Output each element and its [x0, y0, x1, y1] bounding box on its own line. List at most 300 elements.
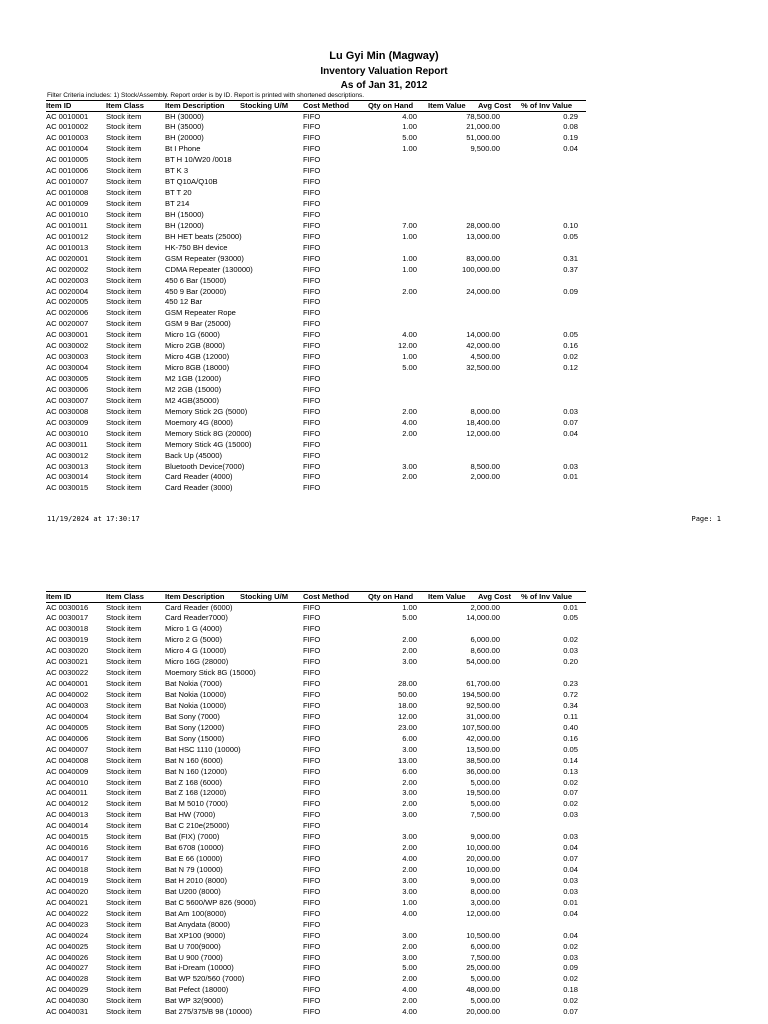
item-value-cell: 6,000.00 — [470, 941, 500, 951]
table-row — [46, 407, 586, 418]
item-id-cell: AC 0010006 — [46, 166, 89, 176]
cost-method-cell: FIFO — [303, 231, 321, 241]
item-class-cell: Stock item — [106, 286, 142, 296]
item-class-cell: Stock item — [106, 755, 142, 765]
item-id-cell: AC 0040006 — [46, 733, 89, 743]
pct-inv-value-cell: 0.02 — [563, 974, 578, 984]
header-item-value: Item Value — [428, 592, 466, 601]
header-item-value: Item Value — [428, 101, 466, 110]
item-id-cell: AC 0040009 — [46, 766, 89, 776]
table-row — [46, 974, 586, 985]
cost-method-cell: FIFO — [303, 602, 321, 612]
item-id-cell: AC 0040024 — [46, 930, 89, 940]
pct-inv-value-cell: 0.01 — [563, 602, 578, 612]
item-id-cell: AC 0030016 — [46, 602, 89, 612]
item-value-cell: 12,000.00 — [466, 908, 500, 918]
item-id-cell: AC 0040030 — [46, 996, 89, 1006]
item-id-cell: AC 0030003 — [46, 352, 89, 362]
qty-on-hand-cell: 2.00 — [402, 406, 417, 416]
qty-on-hand-cell: 3.00 — [402, 788, 417, 798]
pct-inv-value-cell: 0.02 — [563, 352, 578, 362]
item-id-cell: AC 0030014 — [46, 472, 89, 482]
cost-method-cell: FIFO — [303, 722, 321, 732]
cost-method-cell: FIFO — [303, 810, 321, 820]
item-class-cell: Stock item — [106, 450, 142, 460]
pct-inv-value-cell: 0.18 — [563, 985, 578, 995]
cost-method-cell: FIFO — [303, 111, 321, 121]
item-class-cell: Stock item — [106, 788, 142, 798]
item-description-cell: Bat C 5600/WP 826 (9000) — [165, 897, 257, 907]
item-description-cell: Bat E 66 (10000) — [165, 854, 223, 864]
item-id-cell: AC 0010011 — [46, 220, 88, 230]
table-row — [46, 712, 586, 723]
item-class-cell: Stock item — [106, 875, 142, 885]
item-value-cell: 8,500.00 — [470, 461, 500, 471]
table-row — [46, 308, 586, 319]
cost-method-cell: FIFO — [303, 908, 321, 918]
item-id-cell: AC 0030001 — [46, 330, 89, 340]
table-row — [46, 810, 586, 821]
pct-inv-value-cell: 0.08 — [563, 122, 578, 132]
qty-on-hand-cell: 2.00 — [402, 428, 417, 438]
item-description-cell: Memory Stick 4G (15000) — [165, 439, 252, 449]
item-value-cell: 78,500.00 — [466, 111, 500, 121]
header-stocking-um: Stocking U/M — [240, 592, 289, 601]
table-row — [46, 668, 586, 679]
table-row — [46, 352, 586, 363]
item-value-cell: 7,500.00 — [470, 952, 500, 962]
cost-method-cell: FIFO — [303, 974, 321, 984]
item-class-cell: Stock item — [106, 341, 142, 351]
item-class-cell: Stock item — [106, 439, 142, 449]
item-class-cell: Stock item — [106, 177, 142, 187]
table-row — [46, 931, 586, 942]
table-row — [46, 265, 586, 276]
item-class-cell: Stock item — [106, 865, 142, 874]
item-class-cell: Stock item — [106, 111, 142, 121]
item-value-cell: 28,000.00 — [466, 220, 500, 230]
table-row — [46, 635, 586, 646]
pct-inv-value-cell: 0.12 — [563, 363, 578, 373]
cost-method-cell: FIFO — [303, 188, 321, 198]
table-row — [46, 657, 586, 668]
item-id-cell: AC 0010009 — [46, 199, 89, 208]
item-value-cell: 8,000.00 — [470, 406, 500, 416]
item-class-cell: Stock item — [106, 657, 142, 667]
qty-on-hand-cell: 50.00 — [397, 690, 417, 699]
pct-inv-value-cell: 0.20 — [563, 657, 578, 667]
item-description-cell: Back Up (45000) — [165, 450, 222, 460]
qty-on-hand-cell: 23.00 — [397, 722, 417, 732]
table-row — [46, 690, 586, 701]
table-row — [46, 319, 586, 330]
pct-inv-value-cell: 0.04 — [563, 144, 578, 154]
pct-inv-value-cell: 0.04 — [563, 930, 578, 940]
item-description-cell: Bat HW (7000) — [165, 810, 216, 820]
item-description-cell: Card Reader (3000) — [165, 483, 233, 493]
cost-method-cell: FIFO — [303, 799, 321, 809]
item-id-cell: AC 0040025 — [46, 941, 89, 951]
item-class-cell: Stock item — [106, 1007, 142, 1017]
table-row — [46, 832, 586, 843]
header-qty-on-hand: Qty on Hand — [368, 592, 414, 601]
item-class-cell: Stock item — [106, 352, 142, 362]
qty-on-hand-cell: 1.00 — [402, 122, 417, 132]
item-id-cell: AC 0010012 — [46, 231, 89, 241]
pct-inv-value-cell: 0.40 — [563, 722, 578, 732]
pct-inv-value-cell: 0.37 — [563, 264, 578, 274]
item-value-cell: 54,000.00 — [466, 657, 500, 667]
item-description-cell: Bat HSC 1110 (10000) — [165, 744, 241, 754]
header-item-description: Item Description — [165, 592, 225, 601]
qty-on-hand-cell: 4.00 — [402, 985, 417, 995]
item-value-cell: 32,500.00 — [466, 363, 500, 373]
cost-method-cell: FIFO — [303, 199, 321, 208]
table-body — [46, 603, 586, 1019]
cost-method-cell: FIFO — [303, 341, 321, 351]
item-class-cell: Stock item — [106, 766, 142, 776]
cost-method-cell: FIFO — [303, 624, 321, 634]
qty-on-hand-cell: 13.00 — [397, 755, 417, 765]
item-description-cell: BH (12000) — [165, 220, 204, 230]
item-description-cell: Bat Z 168 (12000) — [165, 788, 227, 798]
item-description-cell: Bat N 160 (6000) — [165, 755, 223, 765]
qty-on-hand-cell: 6.00 — [402, 766, 417, 776]
pct-inv-value-cell: 0.03 — [563, 646, 578, 656]
cost-method-cell: FIFO — [303, 996, 321, 1006]
pct-inv-value-cell: 0.72 — [563, 690, 578, 699]
item-id-cell: AC 0040027 — [46, 963, 89, 973]
item-id-cell: AC 0040007 — [46, 744, 89, 754]
pct-inv-value-cell: 0.16 — [563, 341, 578, 351]
table-row — [46, 177, 586, 188]
item-id-cell: AC 0040017 — [46, 854, 89, 864]
cost-method-cell: FIFO — [303, 275, 321, 285]
qty-on-hand-cell: 2.00 — [402, 865, 417, 874]
item-description-cell: Bat WP 32(9000) — [165, 996, 224, 1006]
item-description-cell: Bat Sony (7000) — [165, 711, 220, 721]
qty-on-hand-cell: 1.00 — [402, 264, 417, 274]
item-description-cell: Micro 4 G (10000) — [165, 646, 227, 656]
table-row — [46, 624, 586, 635]
table-row — [46, 144, 586, 155]
item-id-cell: AC 0020001 — [46, 253, 89, 263]
table-row — [46, 613, 586, 624]
item-description-cell: Bat XP100 (9000) — [165, 930, 226, 940]
table-row — [46, 363, 586, 374]
cost-method-cell: FIFO — [303, 352, 321, 362]
item-value-cell: 12,000.00 — [466, 428, 500, 438]
item-description-cell: Bat Sony (12000) — [165, 722, 225, 732]
item-description-cell: BT T 20 — [165, 188, 192, 198]
qty-on-hand-cell: 12.00 — [397, 341, 417, 351]
item-description-cell: GSM Repeater (93000) — [165, 253, 244, 263]
item-value-cell: 24,000.00 — [466, 286, 500, 296]
item-description-cell: Bat Sony (15000) — [165, 733, 225, 743]
table-row — [46, 942, 586, 953]
table-row — [46, 396, 586, 407]
item-class-cell: Stock item — [106, 963, 142, 973]
item-class-cell: Stock item — [106, 624, 142, 634]
item-id-cell: AC 0030012 — [46, 450, 89, 460]
item-id-cell: AC 0030006 — [46, 384, 89, 394]
cost-method-cell: FIFO — [303, 843, 321, 853]
inventory-table-page-2 — [46, 591, 586, 1018]
item-description-cell: Bat N 79 (10000) — [165, 865, 223, 874]
item-id-cell: AC 0010002 — [46, 122, 89, 132]
company-name: Lu Gyi Min (Magway) — [329, 50, 439, 62]
item-class-cell: Stock item — [106, 996, 142, 1006]
qty-on-hand-cell: 3.00 — [402, 930, 417, 940]
pct-inv-value-cell: 0.13 — [563, 766, 578, 776]
pct-inv-value-cell: 0.19 — [563, 133, 578, 143]
item-id-cell: AC 0030004 — [46, 363, 89, 373]
item-class-cell: Stock item — [106, 810, 142, 820]
cost-method-cell: FIFO — [303, 406, 321, 416]
qty-on-hand-cell: 2.00 — [402, 941, 417, 951]
item-value-cell: 9,000.00 — [470, 875, 500, 885]
header-item-class: Item Class — [106, 101, 144, 110]
table-row — [46, 963, 586, 974]
cost-method-cell: FIFO — [303, 930, 321, 940]
item-class-cell: Stock item — [106, 406, 142, 416]
item-class-cell: Stock item — [106, 854, 142, 864]
qty-on-hand-cell: 4.00 — [402, 1007, 417, 1017]
item-value-cell: 19,500.00 — [466, 788, 500, 798]
item-value-cell: 31,000.00 — [466, 711, 500, 721]
item-class-cell: Stock item — [106, 122, 142, 132]
pct-inv-value-cell: 0.23 — [563, 679, 578, 689]
qty-on-hand-cell: 3.00 — [402, 832, 417, 842]
table-row — [46, 287, 586, 298]
cost-method-cell: FIFO — [303, 144, 321, 154]
table-row — [46, 723, 586, 734]
item-description-cell: Bat Nokia (7000) — [165, 679, 222, 689]
item-value-cell: 42,000.00 — [466, 733, 500, 743]
item-value-cell: 21,000.00 — [466, 122, 500, 132]
pct-inv-value-cell: 0.04 — [563, 428, 578, 438]
header-pct-inv-value: % of Inv Value — [521, 592, 573, 601]
pct-inv-value-cell: 0.05 — [563, 613, 578, 623]
item-class-cell: Stock item — [106, 384, 142, 394]
qty-on-hand-cell: 4.00 — [402, 417, 417, 427]
item-id-cell: AC 0040026 — [46, 952, 89, 962]
item-description-cell: BH HET beats (25000) — [165, 231, 242, 241]
item-value-cell: 7,500.00 — [470, 810, 500, 820]
item-value-cell: 20,000.00 — [466, 1007, 500, 1017]
cost-method-cell: FIFO — [303, 897, 321, 907]
qty-on-hand-cell: 4.00 — [402, 111, 417, 121]
qty-on-hand-cell: 3.00 — [402, 875, 417, 885]
item-class-cell: Stock item — [106, 319, 142, 329]
item-value-cell: 14,000.00 — [466, 330, 500, 340]
item-description-cell: Bat 6708 (10000) — [165, 843, 224, 853]
item-description-cell: GSM Repeater Rope — [165, 308, 236, 318]
item-description-cell: Bat Pefect (18000) — [165, 985, 229, 995]
qty-on-hand-cell: 1.00 — [402, 602, 417, 612]
item-class-cell: Stock item — [106, 188, 142, 198]
table-row — [46, 679, 586, 690]
item-id-cell: AC 0040031 — [46, 1007, 89, 1017]
table-row — [46, 756, 586, 767]
item-class-cell: Stock item — [106, 700, 142, 710]
table-row — [46, 865, 586, 876]
table-row — [46, 767, 586, 778]
table-row — [46, 603, 586, 614]
item-class-cell: Stock item — [106, 646, 142, 656]
item-value-cell: 5,000.00 — [470, 974, 500, 984]
item-class-cell: Stock item — [106, 264, 142, 274]
cost-method-cell: FIFO — [303, 177, 321, 187]
table-row — [46, 221, 586, 232]
table-row — [46, 996, 586, 1007]
qty-on-hand-cell: 3.00 — [402, 744, 417, 754]
item-class-cell: Stock item — [106, 711, 142, 721]
cost-method-cell: FIFO — [303, 374, 321, 383]
cost-method-cell: FIFO — [303, 395, 321, 405]
item-id-cell: AC 0040022 — [46, 908, 89, 918]
item-class-cell: Stock item — [106, 395, 142, 405]
pct-inv-value-cell: 0.16 — [563, 733, 578, 743]
table-row — [46, 909, 586, 920]
item-class-cell: Stock item — [106, 930, 142, 940]
table-row — [46, 451, 586, 462]
item-description-cell: BT Q10A/Q10B — [165, 177, 218, 187]
item-value-cell: 20,000.00 — [466, 854, 500, 864]
table-row — [46, 276, 586, 287]
pct-inv-value-cell: 0.34 — [563, 700, 578, 710]
item-description-cell: Bat Am 100(8000) — [165, 908, 227, 918]
item-class-cell: Stock item — [106, 275, 142, 285]
item-class-cell: Stock item — [106, 428, 142, 438]
item-value-cell: 9,000.00 — [470, 832, 500, 842]
table-row — [46, 341, 586, 352]
item-id-cell: AC 0040002 — [46, 690, 89, 699]
item-class-cell: Stock item — [106, 679, 142, 689]
cost-method-cell: FIFO — [303, 952, 321, 962]
qty-on-hand-cell: 1.00 — [402, 144, 417, 154]
qty-on-hand-cell: 3.00 — [402, 657, 417, 667]
cost-method-cell: FIFO — [303, 297, 321, 307]
pct-inv-value-cell: 0.09 — [563, 963, 578, 973]
table-row — [46, 788, 586, 799]
cost-method-cell: FIFO — [303, 821, 321, 831]
item-description-cell: Bat U200 (8000) — [165, 886, 221, 896]
pct-inv-value-cell: 0.02 — [563, 941, 578, 951]
cost-method-cell: FIFO — [303, 613, 321, 623]
header-cost-method: Cost Method — [303, 101, 349, 110]
table-row — [46, 876, 586, 887]
qty-on-hand-cell: 1.00 — [402, 253, 417, 263]
cost-method-cell: FIFO — [303, 308, 321, 318]
item-value-cell: 5,000.00 — [470, 799, 500, 809]
item-id-cell: AC 0040019 — [46, 875, 89, 885]
item-value-cell: 3,000.00 — [470, 897, 500, 907]
table-row — [46, 166, 586, 177]
header-pct-inv-value: % of Inv Value — [521, 101, 573, 110]
item-description-cell: M2 4GB(35000) — [165, 395, 220, 405]
table-row — [46, 483, 586, 494]
item-description-cell: Bat (FIX) (7000) — [165, 832, 220, 842]
item-value-cell: 13,500.00 — [466, 744, 500, 754]
cost-method-cell: FIFO — [303, 657, 321, 667]
cost-method-cell: FIFO — [303, 875, 321, 885]
print-timestamp: 11/19/2024 at 17:30:17 — [47, 515, 140, 523]
item-description-cell: Bat WP 520/560 (7000) — [165, 974, 245, 984]
item-value-cell: 36,000.00 — [466, 766, 500, 776]
item-id-cell: AC 0040008 — [46, 755, 89, 765]
table-row — [46, 418, 586, 429]
qty-on-hand-cell: 2.00 — [402, 635, 417, 645]
qty-on-hand-cell: 5.00 — [402, 963, 417, 973]
cost-method-cell: FIFO — [303, 319, 321, 329]
pct-inv-value-cell: 0.03 — [563, 832, 578, 842]
table-row — [46, 734, 586, 745]
report-title: Inventory Valuation Report — [320, 66, 448, 77]
header-stocking-um: Stocking U/M — [240, 101, 289, 110]
item-id-cell: AC 0020005 — [46, 297, 89, 307]
item-class-cell: Stock item — [106, 602, 142, 612]
cost-method-cell: FIFO — [303, 439, 321, 449]
item-id-cell: AC 0030019 — [46, 635, 89, 645]
item-id-cell: AC 0030022 — [46, 668, 89, 678]
item-id-cell: AC 0010003 — [46, 133, 89, 143]
item-id-cell: AC 0040020 — [46, 886, 89, 896]
item-class-cell: Stock item — [106, 908, 142, 918]
qty-on-hand-cell: 28.00 — [397, 679, 417, 689]
item-value-cell: 38,500.00 — [466, 755, 500, 765]
item-class-cell: Stock item — [106, 744, 142, 754]
item-description-cell: BT K 3 — [165, 166, 189, 176]
pct-inv-value-cell: 0.03 — [563, 810, 578, 820]
cost-method-cell: FIFO — [303, 133, 321, 143]
item-description-cell: Bat Anydata (8000) — [165, 919, 231, 929]
cost-method-cell: FIFO — [303, 166, 321, 176]
item-description-cell: HK-750 BH device — [165, 242, 228, 252]
item-value-cell: 6,000.00 — [470, 635, 500, 645]
item-description-cell: Bat U 700(9000) — [165, 941, 221, 951]
pct-inv-value-cell: 0.03 — [563, 952, 578, 962]
item-class-cell: Stock item — [106, 843, 142, 853]
item-class-cell: Stock item — [106, 231, 142, 241]
item-id-cell: AC 0030020 — [46, 646, 89, 656]
pct-inv-value-cell: 0.07 — [563, 854, 578, 864]
item-value-cell: 2,000.00 — [470, 602, 500, 612]
qty-on-hand-cell: 18.00 — [397, 700, 417, 710]
cost-method-cell: FIFO — [303, 286, 321, 296]
item-id-cell: AC 0040005 — [46, 722, 89, 732]
header-avg-cost: Avg Cost — [478, 592, 512, 601]
table-row — [46, 701, 586, 712]
header-item-id: Item ID — [46, 101, 72, 110]
item-description-cell: Moemory Stick 8G (15000) — [165, 668, 256, 678]
cost-method-cell: FIFO — [303, 668, 321, 678]
item-class-cell: Stock item — [106, 635, 142, 645]
table-body — [46, 112, 586, 495]
pct-inv-value-cell: 0.01 — [563, 897, 578, 907]
item-class-cell: Stock item — [106, 483, 142, 493]
qty-on-hand-cell: 7.00 — [402, 220, 417, 230]
pct-inv-value-cell: 0.04 — [563, 843, 578, 853]
cost-method-cell: FIFO — [303, 886, 321, 896]
qty-on-hand-cell: 4.00 — [402, 854, 417, 864]
item-id-cell: AC 0010001 — [46, 111, 89, 121]
item-id-cell: AC 0030008 — [46, 406, 89, 416]
cost-method-cell: FIFO — [303, 679, 321, 689]
qty-on-hand-cell: 2.00 — [402, 799, 417, 809]
item-id-cell: AC 0030021 — [46, 657, 89, 667]
item-value-cell: 83,000.00 — [466, 253, 500, 263]
